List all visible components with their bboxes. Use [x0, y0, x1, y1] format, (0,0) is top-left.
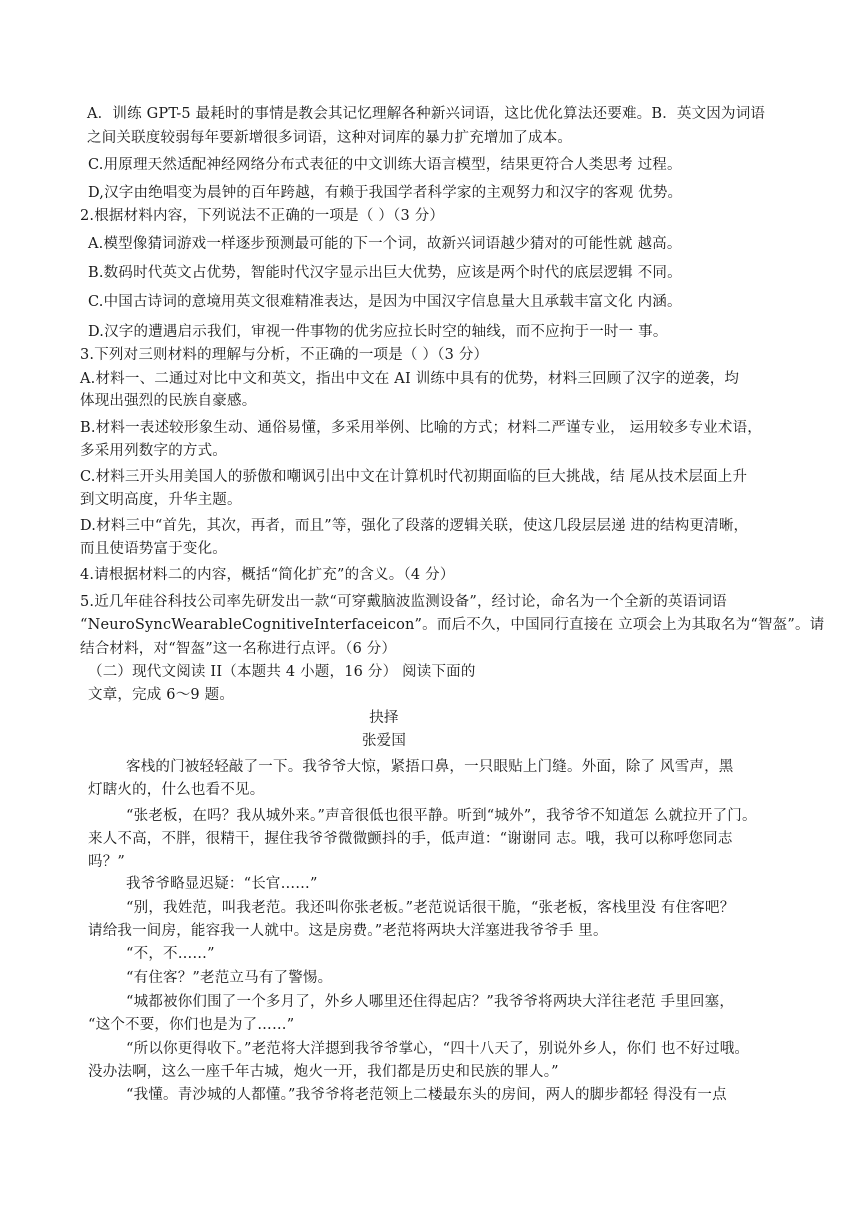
- question-5-line-2: “NeuroSyncWearableCognitiveInterfaceicon”。而后不久，中国同行直接在 立项会上为其取名为“智盔”。请: [80, 617, 825, 633]
- story-para-1-line-1: 客栈的门被轻轻敲了一下。我爷爷大惊，紧捂口鼻，一只眼贴上门缝。外面，除了 风雪声，黑: [126, 759, 734, 775]
- story-para-2-line-2: 来人不高，不胖，很精干，握住我爷爷微微颤抖的手，低声道：“谢谢同 志。哦，我可以称呼您同志: [88, 831, 733, 847]
- option-c-line: C.用原理天然适配神经网络分布式表征的中文训练大语言模型，结果更符合人类思考 过程。: [88, 157, 682, 173]
- story-para-4-line-1: “别，我姓范，叫我老范。我还叫你张老板。”老范说话很干脆，“张老板，客栈里没 有住客吧？: [126, 900, 735, 916]
- section-2-heading-line-2: 文章，完成 6～9 题。: [88, 687, 235, 703]
- story-para-6: “有住客？”老范立马有了警惕。: [126, 970, 333, 986]
- story-para-3: 我爷爷略显迟疑：“长官……”: [126, 876, 318, 892]
- story-para-8-line-1: “所以你更得收下。”老范将大洋摁到我爷爷掌心，“四十八天了，别说外乡人，你们 也不好过哦。: [126, 1041, 750, 1057]
- story-para-2-line-1: “张老板，在吗？我从城外来。”声音很低也很平静。听到“城外”，我爷爷不知道怎 么就拉开了门。: [126, 808, 757, 824]
- q2-option-c: C.中国古诗词的意境用英文很难精准表达，是因为中国汉字信息量大且承载丰富文化 内涵。: [88, 294, 682, 310]
- section-2-heading-line-1: （二）现代文阅读 II（本题共 4 小题，16 分） 阅读下面的: [88, 664, 476, 680]
- q3-option-d-line-2: 而且使语势富于变化。: [80, 541, 227, 557]
- option-b-line-2: 之间关联度较弱每年要新增很多词语，这种对词库的暴力扩充增加了成本。: [87, 130, 573, 146]
- story-author: 张爱国: [361, 733, 407, 749]
- option-d-line: D,汉字由绝唱变为晨钟的百年跨越，有赖于我国学者科学家的主观努力和汉字的客观 优势。: [88, 185, 683, 201]
- story-title: 抉择: [369, 710, 399, 726]
- question-4: 4.请根据材料二的内容，概括“简化扩充”的含义。（4 分）: [80, 567, 455, 583]
- question-2-heading: 2.根据材料内容，下列说法不正确的一项是（ ）（3 分）: [80, 208, 445, 224]
- story-para-2-line-3: 吗？”: [88, 854, 126, 870]
- story-para-5: “不，不……”: [126, 946, 215, 962]
- q3-option-b-line-2: 多采用列数字的方式。: [80, 443, 227, 459]
- story-para-9-line-1: “我懂。青沙城的人都懂。”我爷爷将老范领上二楼最东头的房间，两人的脚步都轻 得没有一点: [126, 1087, 727, 1103]
- story-para-8-line-2: 没办法啊，这么一座千年古城，炮火一开，我们都是历史和民族的罪人。”: [88, 1064, 559, 1080]
- question-5-line-1: 5.近几年硅谷科技公司率先研发出一款“可穿戴脑波监测设备”，经讨论，命名为一个全新的英语词语: [80, 594, 727, 610]
- q2-option-b: B.数码时代英文占优势，智能时代汉字显示出巨大优势，应该是两个时代的底层逻辑 不同。: [88, 265, 682, 281]
- story-para-1-line-2: 灯瞎火的，什么也看不见。: [88, 782, 265, 798]
- q3-option-c-line-2: 到文明高度，升华主题。: [80, 492, 242, 508]
- q3-option-b-line-1: B.材料一表述较形象生动、通俗易懂，多采用举例、比喻的方式；材料二严谨专业， 运用较多专业术语，: [80, 420, 762, 436]
- question-5-line-3: 结合材料，对“智盔”这一名称进行点评。（6 分）: [80, 641, 397, 657]
- q3-option-a-line-2: 体现出强烈的民族自豪感。: [80, 393, 257, 409]
- q2-option-a: A.模型像猜词游戏一样逐步预测最可能的下一个词，故新兴词语越少猜对的可能性就 越高。: [88, 236, 682, 252]
- question-3-heading: 3.下列对三则材料的理解与分析，不正确的一项是（ ）（3 分）: [80, 347, 489, 363]
- q3-option-a-line-1: A.材料一、二通过对比中文和英文，指出中文在 AI 训练中具有的优势，材料三回顾了汉字的逆袭，均: [80, 371, 740, 387]
- option-a-line-1: A．训练 GPT-5 最耗时的事情是教会其记忆理解各种新兴词语，这比优化算法还要难。B．英文因为词语: [87, 106, 766, 122]
- q3-option-c-line-1: C.材料三开头用美国人的骄傲和嘲讽引出中文在计算机时代初期面临的巨大挑战，结 尾从技术层面上升: [80, 469, 748, 485]
- q2-option-d: D.汉字的遭遇启示我们，审视一件事物的优劣应拉长时空的轴线，而不应拘于一时一 事。: [88, 324, 668, 340]
- q3-option-d-line-1: D.材料三中“首先，其次，再者，而且”等，强化了段落的逻辑关联，使这几段层层递 进的结构更清晰，: [80, 518, 749, 534]
- story-para-7-line-1: “城都被你们围了一个多月了，外乡人哪里还住得起店？”我爷爷将两块大洋往老范 手里回塞，: [126, 994, 735, 1010]
- story-para-7-line-2: “这个不要，你们也是为了……”: [88, 1017, 295, 1033]
- story-para-4-line-2: 请给我一间房，能容我一人就中。这是房费。”老范将两块大洋塞进我爷爷手 里。: [88, 923, 608, 939]
